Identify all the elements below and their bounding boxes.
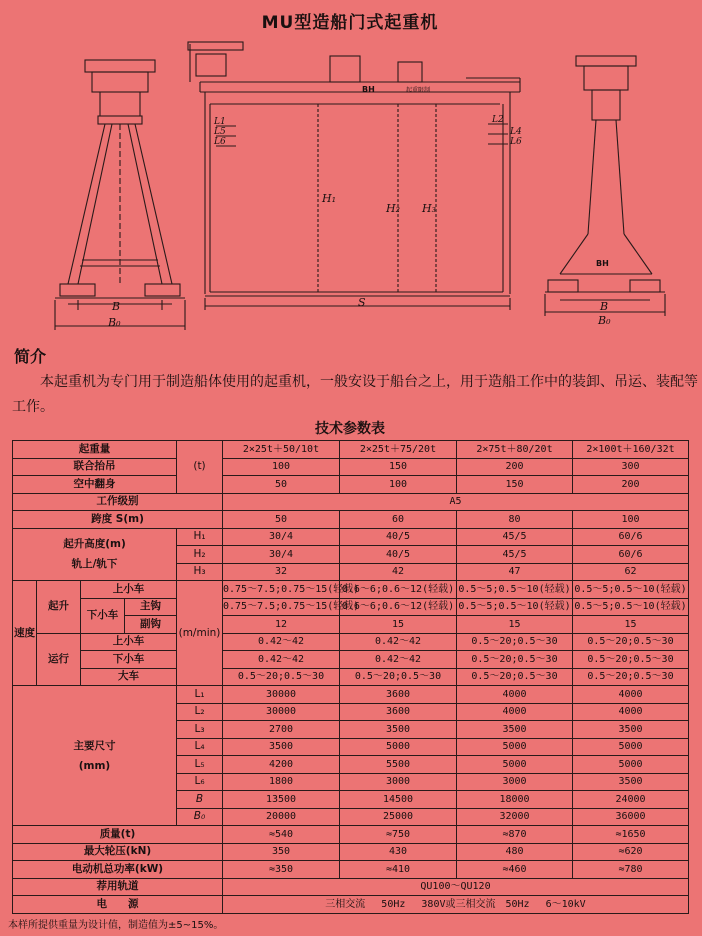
page-title: MU型造船门式起重机 xyxy=(261,13,439,33)
girder-mark: BH xyxy=(362,85,375,94)
right-side-view xyxy=(545,56,665,316)
intro-text: 本起重机为专门用于制造船体使用的起重机，一般安设于船台之上，用于造船工作中的装卸、吊运、装配等工作。 xyxy=(12,374,698,415)
dim-label-b-right: B xyxy=(600,300,609,313)
main-front-view xyxy=(188,42,520,310)
table-row: L₂ 30000 3600 4000 4000 xyxy=(13,703,689,721)
table-row: H₂ 30/4 40/5 45/5 60/6 xyxy=(13,546,689,564)
table-row: L₅ 4200 5500 5000 5000 xyxy=(13,756,689,774)
dim-label-l4: L4 xyxy=(510,127,522,137)
table-row: 下小车 主钩 0.75～7.5;0.75～15(轻载) 0.6～6;0.6～12(轻载) 0.5～5;0.5～10(轻载) 0.5～5;0.5～10(轻载) xyxy=(13,598,689,616)
table-row: 下小车 0.42～42 0.42～42 0.5～20;0.5～30 0.5～20;0.5～30 xyxy=(13,651,689,669)
table-row: 运行 上小车 0.42～42 0.42～42 0.5～20;0.5～30 0.5～20;0.5～30 xyxy=(13,633,689,651)
dim-label-s: S xyxy=(358,296,366,309)
lift-height-sublabel: 轨上/轨下 xyxy=(71,558,118,571)
table-row: 大车 0.5～20;0.5～30 0.5～20;0.5～30 0.5～20;0.5～30 0.5～20;0.5～30 xyxy=(13,668,689,686)
table-row: 质量(t) ≈540 ≈750 ≈870 ≈1650 xyxy=(13,826,689,844)
dim-label-l1: L1 xyxy=(214,117,226,127)
table-row: L₆ 1800 3000 3000 3500 xyxy=(13,773,689,791)
table-row: 荐用轨道 QU100～QU120 xyxy=(13,878,689,896)
footnote: 本样所提供重量为设计值，制造值为±5~15%。 xyxy=(8,920,224,931)
table-row: B₀ 20000 25000 32000 36000 xyxy=(13,808,689,826)
table-row: L₄ 3500 5000 5000 5000 xyxy=(13,738,689,756)
table-row: 空中翻身 50 100 150 200 xyxy=(13,476,689,494)
dim-label-h1: H₁ xyxy=(322,192,337,205)
dim-label-b: B xyxy=(112,300,121,313)
leg-mark: BH xyxy=(596,259,609,268)
table-row: 跨度 S(m) 50 60 80 100 xyxy=(13,511,689,529)
table-row: 联合抬吊 100 150 200 300 xyxy=(13,458,689,476)
lift-height-label: 起升高度(m) xyxy=(63,538,126,551)
speed-label: 速度 xyxy=(13,581,37,686)
table-row: 起重量 (t) 2×25t＋50/10t 2×25t＋75/20t 2×75t＋80/20t 2×100t＋160/32t xyxy=(13,441,689,459)
dim-label-h3: H₃ xyxy=(422,202,437,215)
table-row: H₃ 32 42 47 62 xyxy=(13,563,689,581)
dim-label-l5: L5 xyxy=(214,127,226,137)
spec-table xyxy=(12,440,689,914)
table-row: 工作级别 A5 xyxy=(13,493,689,511)
table-row: 副钩 12 15 15 15 xyxy=(13,616,689,634)
dim-label-l6-right: L6 xyxy=(510,137,522,147)
table-row: 主要尺寸 (mm) L₁ 30000 3600 4000 4000 xyxy=(13,686,689,704)
dims-unit: (mm) xyxy=(78,759,111,772)
table-title: 技术参数表 xyxy=(315,421,385,437)
table-row: B 13500 14500 18000 24000 xyxy=(13,791,689,809)
table-row: 电 源 三相交流 50Hz 380V或三相交流 50Hz 6～10kV xyxy=(13,896,689,914)
table-row: 起升高度(m) 轨上/轨下 H₁ 30/4 40/5 45/5 60/6 xyxy=(13,528,689,546)
intro-heading: 简介 xyxy=(14,347,47,366)
dim-label-l6: L6 xyxy=(214,137,226,147)
left-side-view xyxy=(55,60,185,330)
table-row: 最大轮压(kN) 350 430 480 ≈620 xyxy=(13,843,689,861)
girder-plate: 起重限制 xyxy=(406,87,431,94)
table-row: 速度 起升 上小车 (m/min) 0.75～7.5;0.75～15(轻载) 0.6～6;0.6～12(轻载) 0.5～5;0.5～10(轻载) 0.5～5;0.5～10(轻载) xyxy=(13,581,689,599)
dim-label-l2: L2 xyxy=(492,115,504,125)
table-row: L₃ 2700 3500 3500 3500 xyxy=(13,721,689,739)
table-row: 电动机总功率(kW) ≈350 ≈410 ≈460 ≈780 xyxy=(13,861,689,879)
dim-label-b0-right: B₀ xyxy=(598,314,611,327)
dim-label-b0: B₀ xyxy=(108,316,121,329)
dim-label-h2: H₂ xyxy=(386,202,401,215)
dims-label: 主要尺寸 xyxy=(73,739,116,752)
crane-drawing xyxy=(0,34,700,334)
